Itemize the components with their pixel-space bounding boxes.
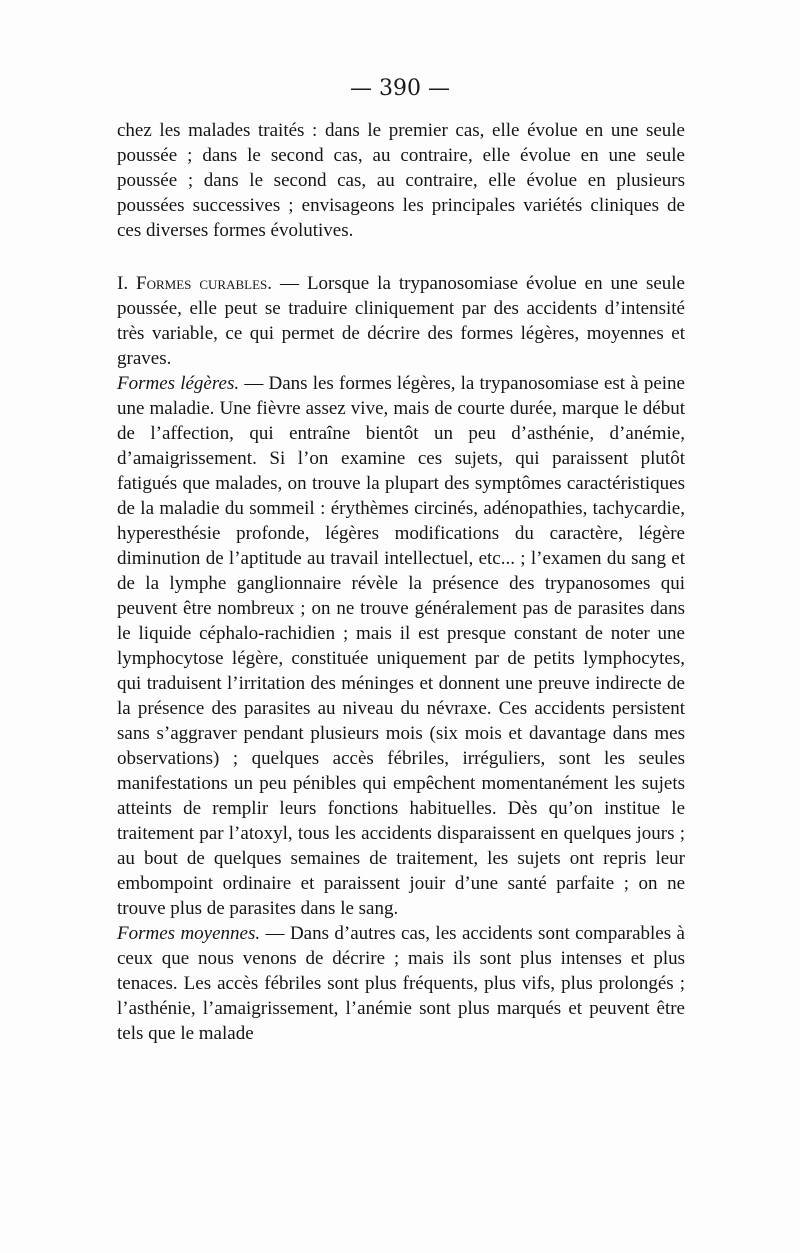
page-number: — 390 — [350,76,450,101]
curable-forms-heading: I. Formes curables. [117,273,273,294]
curable-forms-paragraph [117,271,685,371]
curable-forms-text: — Lorsque la trypanosomiase évolue en une seule poussée, elle peut se traduire cliniquement par des accidents d’intensité très variable, ce qui permet de décrire des formes légères, moyennes et graves. [117,273,685,369]
moderate-forms-paragraph [117,921,685,1046]
mild-forms-text: — Dans les formes légères, la trypanosomiase est à peine une maladie. Une fièvre assez vive, mais de courte durée, marque le début de l’affection, qui entraîne bientôt un peu d’asthénie, d’anémie, d’amaigrissement. Si l’on examine ces sujets, qui paraissent plutôt fatigués que malades, on trouve la plupart des symptômes caractéristiques de la maladie du sommeil : érythèmes circinés, adénopathies, tachycardie, hyperesthésie profonde, légères modifications du caractère, légère diminution de l’aptitude au travail intellectuel, etc... ; l’examen du sang et de la lymphe ganglionnaire révèle la présence des trypanosomes qui peuvent être nombreux ; on ne trouve généralement pas de parasites dans le liquide céphalo-rachidien ; mais il est presque constant de noter une lymphocytose légère, constituée uniquement par de petits lymphocytes, qui traduisent l’irritation des méninges et donnent une preuve indirecte de la présence des parasites au niveau du névraxe. Ces accidents persistent sans s’aggraver pendant plusieurs mois (six mois et davantage dans mes observations) ; quelques accès fébriles, irréguliers, sont les seules manifestations un peu pénibles qui empêchent momentanément les sujets atteints de remplir leurs fonctions habituelles. Dès qu’on institue le traitement par l’atoxyl, tous les accidents disparaissent en quelques jours ; au bout de quelques semaines de traitement, les sujets ont repris leur embompoint ordinaire et paraissent jouir d’une santé parfaite ; on ne trouve plus de parasites dans le sang. [117,373,685,919]
mild-forms-paragraph [117,371,685,921]
intro-paragraph: chez les malades traités : dans le premier cas, elle évolue en une seule poussée ; dans le second cas, au contraire, elle évolue en une seule poussée ; dans le second cas, au contraire, elle évolue en plusieurs poussées successives ; envisageons les principales variétés cliniques de ces diverses formes évolutives. [117,120,685,241]
moderate-forms-text: — Dans d’autres cas, les accidents sont comparables à ceux que nous venons de décrire ; mais ils sont plus intenses et plus tenaces. Les accès fébriles sont plus fréquents, plus vifs, plus prolongés ; l’asthénie, l’amaigrissement, l’anémie sont plus marqués et peuvent être tels que le malade [117,923,685,1044]
moderate-forms-heading: Formes moyennes. [117,923,261,944]
body-text [117,118,685,1046]
mild-forms-heading: Formes légères. [117,373,240,394]
